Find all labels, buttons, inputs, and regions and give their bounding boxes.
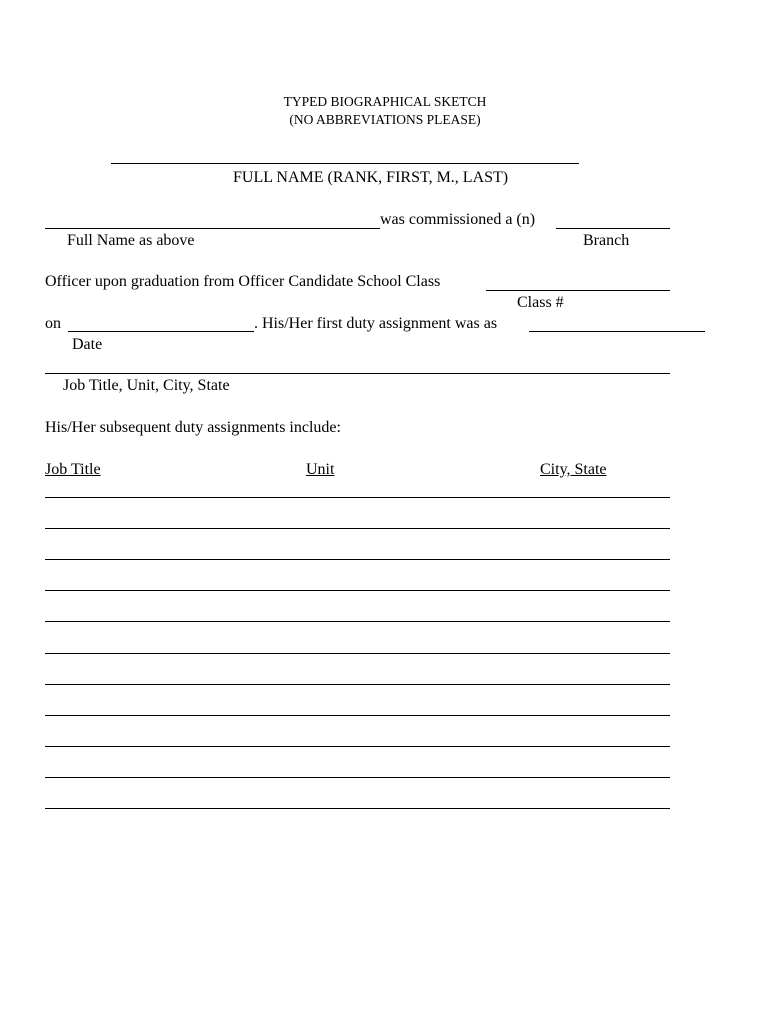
assignment-line[interactable]: [45, 715, 670, 716]
assignment-line[interactable]: [45, 528, 670, 529]
assignment-line[interactable]: [45, 621, 670, 622]
branch-caption: Branch: [583, 232, 630, 249]
form-subtitle: (NO ABBREVIATIONS PLEASE): [289, 112, 481, 127]
job-title-unit-city-state-caption: Job Title, Unit, City, State: [63, 377, 230, 394]
assignment-line[interactable]: [45, 497, 670, 498]
commissioned-text: was commissioned a (n): [380, 211, 536, 228]
assignment-line[interactable]: [45, 746, 670, 747]
date-field[interactable]: [68, 331, 254, 332]
form-title: TYPED BIOGRAPHICAL SKETCH: [283, 94, 487, 109]
full-name-field[interactable]: [111, 163, 579, 164]
first-duty-details-field[interactable]: [45, 373, 670, 374]
column-unit: Unit: [306, 461, 335, 478]
commissioned-name-field[interactable]: [45, 228, 380, 229]
full-name-as-above-caption: Full Name as above: [67, 232, 195, 249]
branch-field[interactable]: [556, 228, 670, 229]
graduation-text: Officer upon graduation from Officer Candidate School Class: [45, 273, 441, 290]
assignment-line[interactable]: [45, 777, 670, 778]
date-caption: Date: [72, 336, 103, 353]
column-city-state: City, State: [540, 461, 607, 478]
subsequent-heading: His/Her subsequent duty assignments include:: [45, 419, 341, 436]
column-job-title: Job Title: [45, 461, 101, 478]
assignment-line[interactable]: [45, 808, 670, 809]
assignment-line[interactable]: [45, 684, 670, 685]
assignment-line[interactable]: [45, 559, 670, 560]
class-number-caption: Class #: [517, 294, 564, 311]
assignment-line[interactable]: [45, 590, 670, 591]
full-name-caption: FULL NAME (RANK, FIRST, M., LAST): [233, 169, 509, 186]
assignment-line[interactable]: [45, 653, 670, 654]
first-duty-field[interactable]: [529, 331, 705, 332]
on-label: on: [45, 315, 61, 332]
class-number-field[interactable]: [486, 290, 670, 291]
first-duty-text: . His/Her first duty assignment was as: [254, 315, 498, 332]
